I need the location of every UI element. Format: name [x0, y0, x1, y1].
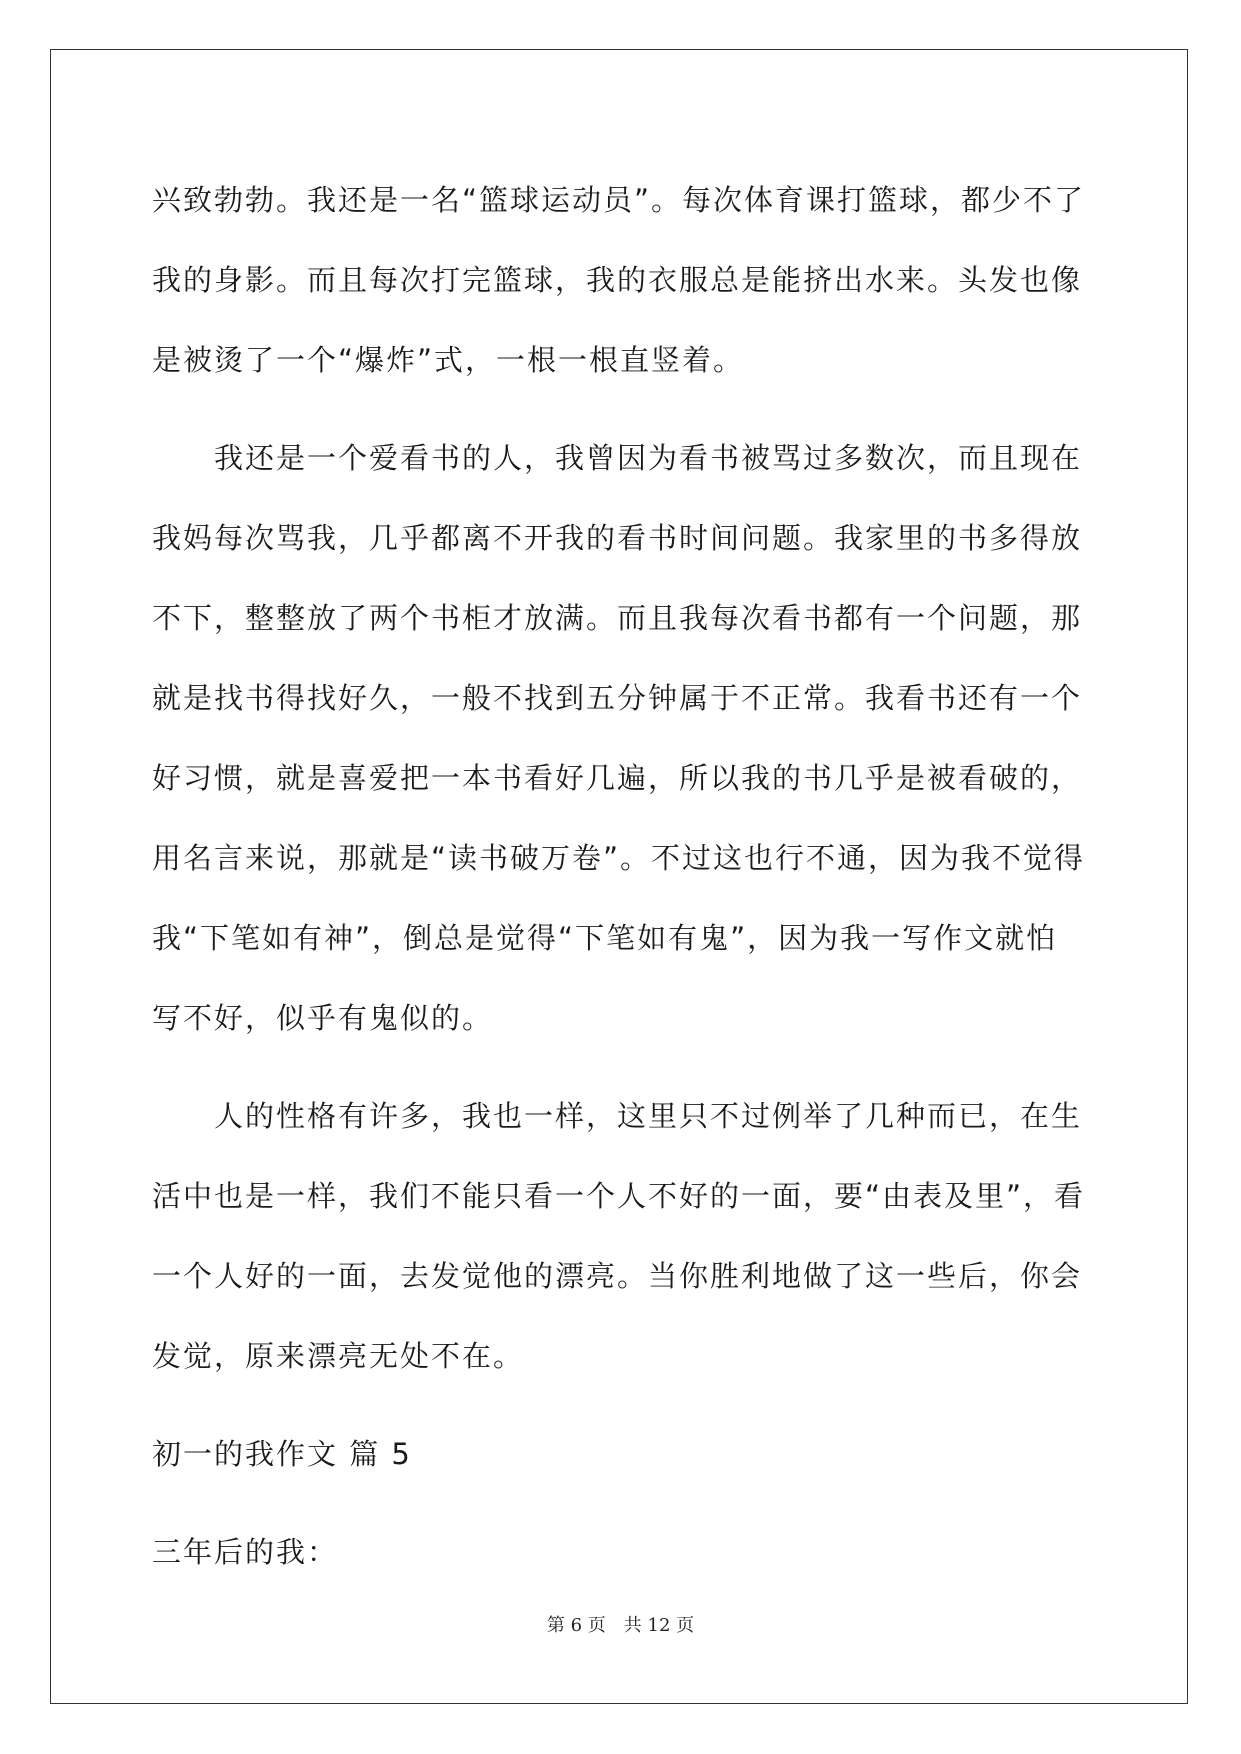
page-number: 第 6 页	[546, 1615, 606, 1636]
text-line: 活中也是一样，我们不能只看一个人不好的一面，要“由表及里”，看	[152, 1179, 1086, 1213]
section-heading: 初一的我作文 篇 5	[152, 1437, 412, 1471]
page-footer	[0, 1611, 1241, 1637]
page-total: 共 12 页	[623, 1615, 695, 1636]
text-line: 就是找书得找好久，一般不找到五分钟属于不正常。我看书还有一个	[152, 681, 1083, 715]
text-line: 我“下笔如有神”，倒总是觉得“下笔如有鬼”，因为我一写作文就怕	[152, 921, 1058, 955]
text-line: 用名言来说，那就是“读书破万卷”。不过这也行不通，因为我不觉得	[152, 841, 1086, 875]
text-line: 不下，整整放了两个书柜才放满。而且我每次看书都有一个问题，那	[152, 601, 1083, 635]
text-line: 发觉，原来漂亮无处不在。	[152, 1339, 525, 1373]
text-line: 一个人好的一面，去发觉他的漂亮。当你胜利地做了这一些后，你会	[152, 1259, 1083, 1293]
text-line: 好习惯，就是喜爱把一本书看好几遍，所以我的书几乎是被看破的，	[152, 761, 1083, 795]
text-line: 写不好，似乎有鬼似的。	[152, 1001, 494, 1035]
paragraph-2	[152, 418, 1090, 1058]
text-line: 我妈每次骂我，几乎都离不开我的看书时间问题。我家里的书多得放	[152, 521, 1083, 555]
text-line: 我的身影。而且每次打完篮球，我的衣服总是能挤出水来。头发也像	[152, 263, 1083, 297]
paragraph-1	[152, 160, 1090, 400]
text-line: 兴致勃勃。我还是一名“篮球运动员”。每次体育课打篮球，都少不了	[152, 183, 1086, 217]
paragraph-3	[152, 1076, 1090, 1396]
text-line: 我还是一个爱看书的人，我曾因为看书被骂过多数次，而且现在	[214, 441, 1083, 475]
document-body	[152, 160, 1090, 1592]
text-line: 是被烫了一个“爆炸”式，一根一根直竖着。	[152, 343, 745, 377]
subheading: 三年后的我：	[152, 1535, 339, 1569]
text-line: 人的性格有许多，我也一样，这里只不过例举了几种而已，在生	[214, 1099, 1083, 1133]
